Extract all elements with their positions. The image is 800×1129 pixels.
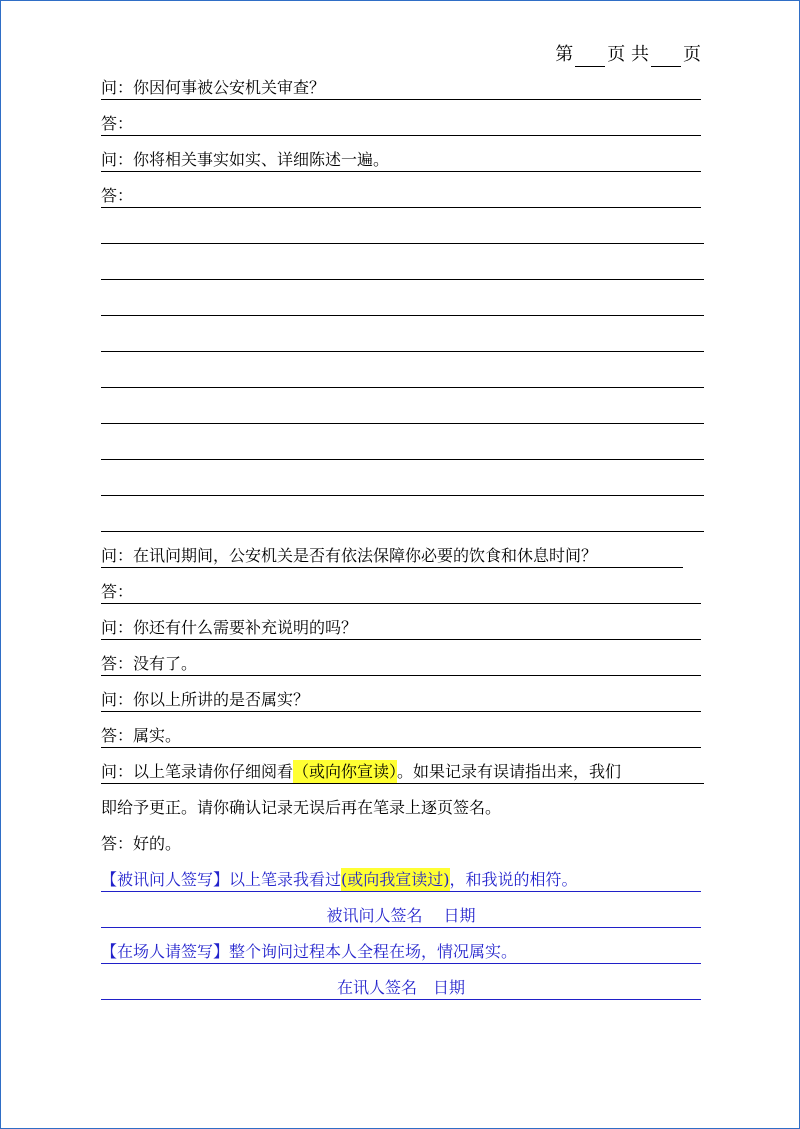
answer-blank-line[interactable] <box>101 293 704 316</box>
question-supplement: 问：你还有什么需要补充说明的吗？ <box>101 617 701 640</box>
answer-rest-time[interactable]: 答： <box>101 581 701 604</box>
question-confirm-line2: 即给予更正。请你确认记录无误后再在笔录上逐页签名。 <box>101 798 502 817</box>
question-truthful: 问：你以上所讲的是否属实？ <box>101 689 701 712</box>
interrogator-sign-date[interactable]: 在讯人签名 日期 <box>101 977 701 1000</box>
page-total-blank[interactable] <box>651 46 681 67</box>
answer-blank-line[interactable] <box>101 221 704 244</box>
witness-signature-statement[interactable] <box>101 941 701 964</box>
question-facts: 问：你将相关事实如实、详细陈述一遍。 <box>101 149 701 172</box>
answer-blank-line[interactable] <box>101 473 704 496</box>
question-confirm-line1 <box>101 761 704 784</box>
answer-blank-line[interactable] <box>101 437 704 460</box>
answer-confirm[interactable]: 答：好的。 <box>101 834 182 853</box>
question-confirm-text: 问：以上笔录请你仔细阅看 <box>101 762 294 781</box>
page-suffix: 页 <box>683 44 701 65</box>
page-current-blank[interactable] <box>575 46 605 67</box>
answer-reason[interactable]: 答： <box>101 113 701 136</box>
answer-truthful[interactable]: 答：属实。 <box>101 725 701 748</box>
page-number <box>555 43 701 67</box>
interrogee-highlight: (或向我宣读过) <box>341 870 450 889</box>
question-rest-time: 问：在讯问期间，公安机关是否有依法保障你必要的饮食和休息时间？ <box>101 545 683 568</box>
answer-blank-line[interactable] <box>101 257 704 280</box>
interrogee-text: 以上笔录我看过 <box>229 870 342 889</box>
page-middle: 页 共 <box>607 44 649 65</box>
answer-blank-line[interactable] <box>101 509 704 532</box>
interrogee-sign-date[interactable]: 被讯问人签名 日期 <box>101 905 701 928</box>
question-confirm-text-after: 。如果记录有误请指出来，我们 <box>397 762 622 781</box>
witness-label: 【在场人请签写】 <box>101 942 230 961</box>
answer-supplement[interactable]: 答：没有了。 <box>101 653 701 676</box>
interrogee-signature-statement[interactable] <box>101 869 701 892</box>
witness-text: 整个询问过程本人全程在场，情况属实。 <box>229 942 518 961</box>
answer-facts[interactable]: 答： <box>101 185 701 208</box>
answer-blank-line[interactable] <box>101 401 704 424</box>
page-prefix: 第 <box>555 44 574 65</box>
interrogee-text-after: ，和我说的相符。 <box>449 870 578 889</box>
answer-blank-line[interactable] <box>101 329 704 352</box>
question-reason: 问：你因何事被公安机关审查？ <box>101 77 701 100</box>
interrogee-label: 【被讯问人签写】 <box>101 870 230 889</box>
question-confirm-highlight: （或向你宣读） <box>293 762 398 781</box>
answer-blank-line[interactable] <box>101 365 704 388</box>
